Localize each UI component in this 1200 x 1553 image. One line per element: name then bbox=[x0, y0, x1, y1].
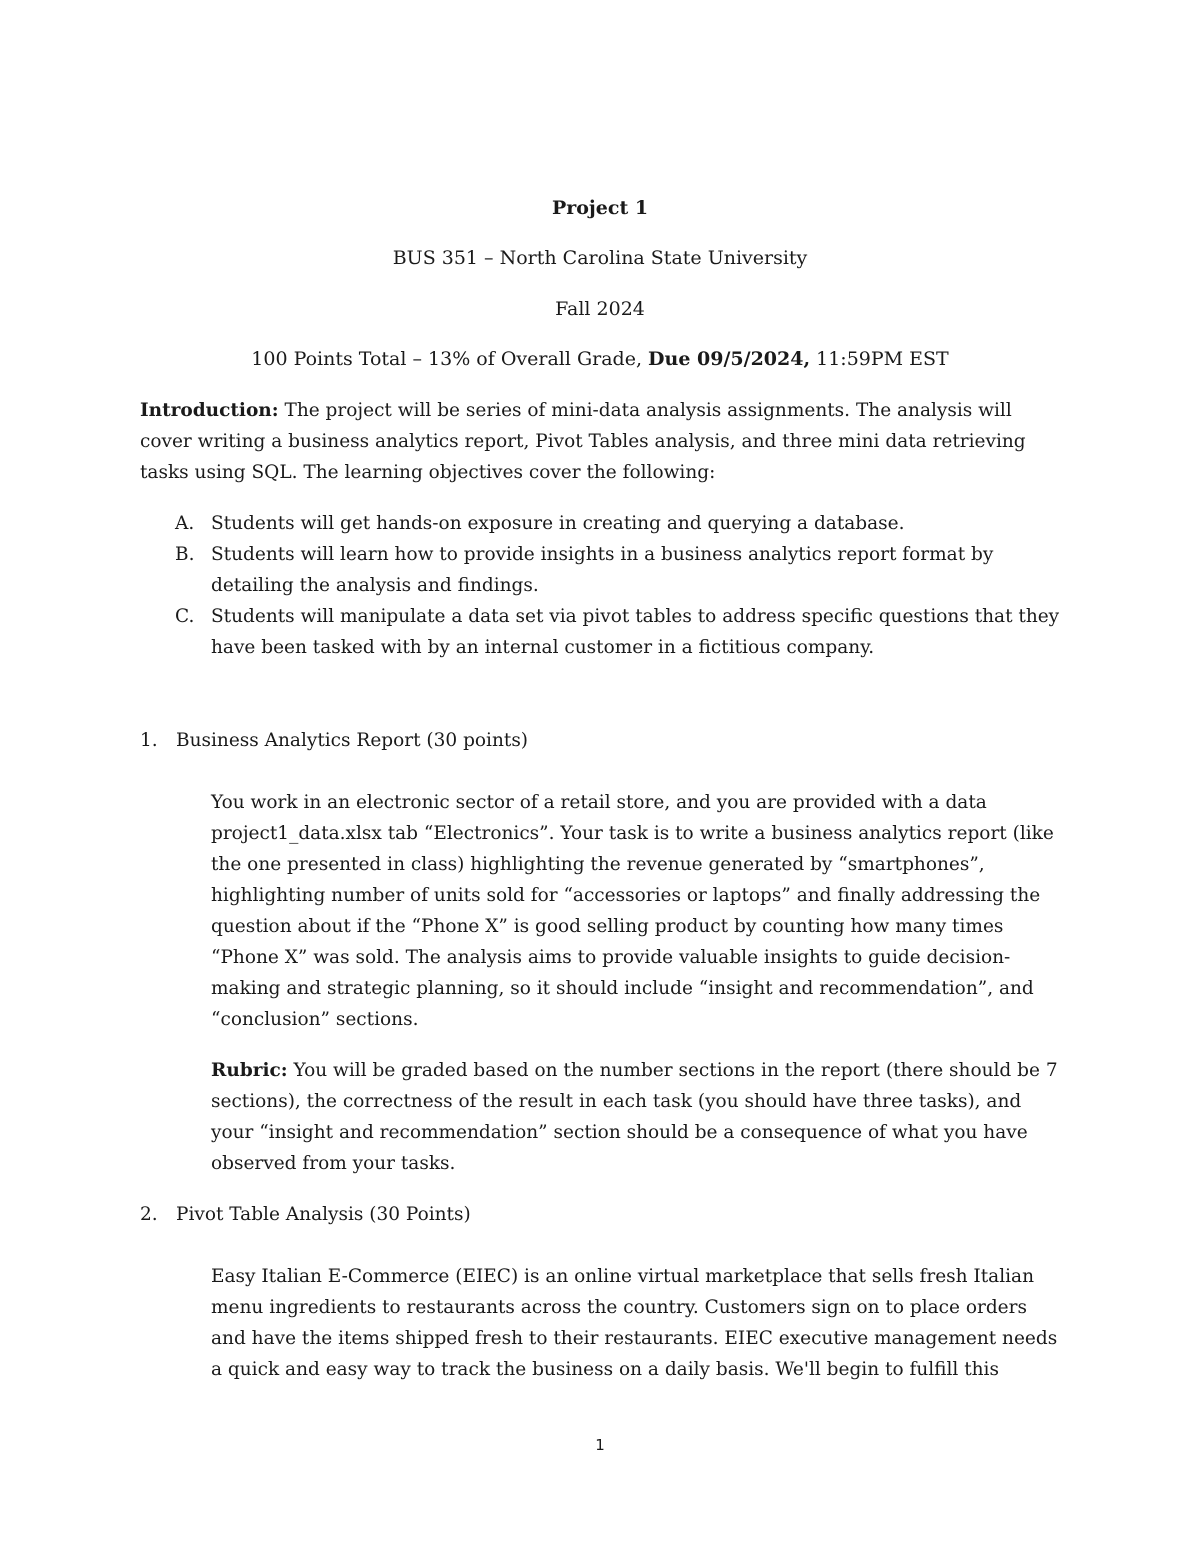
list-item bbox=[140, 539, 1060, 601]
list-marker: B. bbox=[175, 544, 195, 565]
section-2-body: Easy Italian E-Commerce (EIEC) is an online virtual marketplace that sells fresh Italian menu ingredients to restaurants across the country. Customers sign on to place orders and have the items shipped fresh to their restaurants. EIEC executive management needs a quick and easy way to track the business on a daily basis. We'll begin to fulfill this bbox=[211, 1266, 1058, 1380]
rubric-paragraph bbox=[211, 1055, 1061, 1179]
introduction-label: Introduction: bbox=[140, 400, 279, 421]
rubric-label: Rubric: bbox=[211, 1060, 288, 1081]
section-title: Business Analytics Report (30 points) bbox=[176, 730, 529, 751]
section-title: Pivot Table Analysis (30 Points) bbox=[176, 1204, 471, 1225]
list-item-text: Students will get hands-on exposure in creating and querying a database. bbox=[211, 513, 905, 534]
learning-objectives-list bbox=[140, 508, 1060, 663]
course-line: BUS 351 – North Carolina State University bbox=[392, 247, 808, 269]
section-heading-2 bbox=[140, 1199, 471, 1230]
rubric-text: You will be graded based on the number sections in the report (there should be 7 sections), the correctness of the result in each task (you should have three tasks), and your “insight and recommendation” section should be a consequence of what you have observed from your tasks. bbox=[211, 1060, 1058, 1174]
document-title: Project 1 bbox=[551, 197, 649, 219]
list-item-text: Students will manipulate a data set via pivot tables to address specific questions that they have been tasked with by an internal customer in a fictitious company. bbox=[211, 606, 1060, 658]
list-item-text: Students will learn how to provide insights in a business analytics report format by detailing the analysis and findings. bbox=[211, 544, 994, 596]
section-number: 1. bbox=[140, 730, 158, 751]
grading-prefix: 100 Points Total – 13% of Overall Grade, bbox=[251, 348, 649, 370]
due-date: Due 09/5/2024, bbox=[648, 348, 811, 370]
list-item bbox=[140, 508, 1060, 539]
section-1-body: You work in an electronic sector of a retail store, and you are provided with a data project1_data.xlsx tab “Electronics”. Your task is to write a business analytics report (like the one presented in class) highlighting the revenue generated by “smartphones”, highlighting number of units sold for “accessories or laptops” and finally addressing the question about if the “Phone X” is good selling product by counting how many times “Phone X” was sold. The analysis aims to provide valuable insights to guide decision-making and strategic planning, so it should include “insight and recommendation”, and “conclusion” sections. bbox=[211, 792, 1054, 1030]
list-item bbox=[140, 601, 1060, 663]
introduction-text: The project will be series of mini-data analysis assignments. The analysis will cover writing a business analytics report, Pivot Tables analysis, and three mini data retrieving tasks using SQL. The learning objectives cover the following: bbox=[140, 400, 1026, 483]
list-marker: C. bbox=[175, 606, 195, 627]
page-number: 1 bbox=[595, 1436, 605, 1454]
grading-suffix: 11:59PM EST bbox=[810, 348, 949, 370]
introduction-paragraph bbox=[140, 395, 1060, 488]
term-line: Fall 2024 bbox=[555, 298, 645, 320]
section-heading-1 bbox=[140, 725, 528, 756]
grading-line bbox=[0, 347, 1200, 371]
section-number: 2. bbox=[140, 1204, 158, 1225]
list-marker: A. bbox=[175, 513, 195, 534]
